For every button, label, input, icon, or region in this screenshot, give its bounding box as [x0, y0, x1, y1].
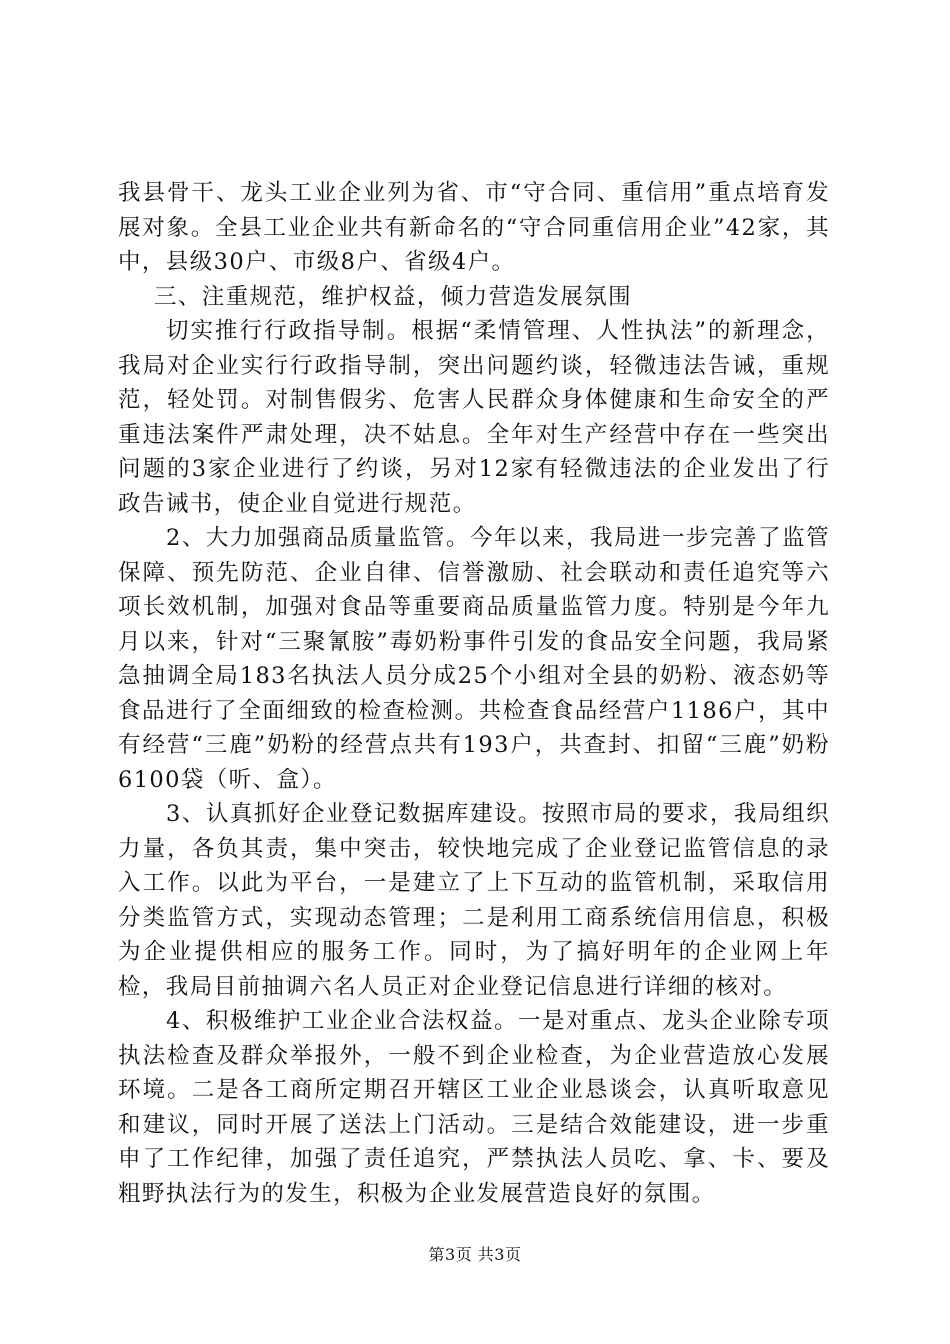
paragraph-continuation: 我县骨干、龙头工业企业列为省、市“守合同、重信用”重点培育发展对象。全县工业企业共有新命名的“守合同重信用企业”42家，其中，县级30户、市级8户、省级4户。 — [118, 180, 830, 275]
document-body — [118, 176, 830, 1211]
paragraph-rights-protection: 4、积极维护工业企业合法权益。一是对重点、龙头企业除专项执法检查及群众举报外，一般不到企业检查，为企业营造放心发展环境。二是各工商所定期召开辖区工业企业恳谈会，认真听取意见和建议，同时开展了送法上门活动。三是结合效能建设，进一步重申了工作纪律，加强了责任追究，严禁执法人员吃、拿、卡、要及粗野执法行为的发生，积极为企业发展营造良好的氛围。 — [118, 1008, 830, 1207]
page-footer: 第3页 共3页 — [428, 1245, 522, 1264]
section-heading: 三、注重规范，维护权益，倾力营造发展氛围 — [154, 283, 633, 310]
paragraph-admin-guidance: 切实推行行政指导制。根据“柔情管理、人性执法”的新理念，我局对企业实行行政指导制，突出问题约谈，轻微违法告诫，重规范，轻处罚。对制售假劣、危害人民群众身体健康和生命安全的严重违法案件严肃处理，决不姑息。全年对生产经营中存在一些突出问题的3家企业进行了约谈，另对12家有轻微违法的企业发出了行政告诫书，使企业自觉进行规范。 — [118, 318, 830, 517]
paragraph-registration-database: 3、认真抓好企业登记数据库建设。按照市局的要求，我局组织力量，各负其责，集中突击，较快地完成了企业登记监管信息的录入工作。以此为平台，一是建立了上下互动的监管机制，采取信用分类监管方式，实现动态管理；二是利用工商系统信用信息，积极为企业提供相应的服务工作。同时，为了搞好明年的企业网上年检，我局目前抽调六名人员正对企业登记信息进行详细的核对。 — [118, 801, 830, 1000]
paragraph-quality-supervision: 2、大力加强商品质量监管。今年以来，我局进一步完善了监管保障、预先防范、企业自律、信誉激励、社会联动和责任追究等六项长效机制，加强对食品等重要商品质量监管力度。特别是今年九月以来，针对“三聚氰胺”毒奶粉事件引发的食品安全问题，我局紧急抽调全局183名执法人员分成25个小组对全县的奶粉、液态奶等食品进行了全面细致的检查检测。共检查食品经营户1186户，其中有经营“三鹿”奶粉的经营点共有193户，共查封、扣留“三鹿”奶粉6100袋（听、盒）。 — [118, 525, 830, 793]
